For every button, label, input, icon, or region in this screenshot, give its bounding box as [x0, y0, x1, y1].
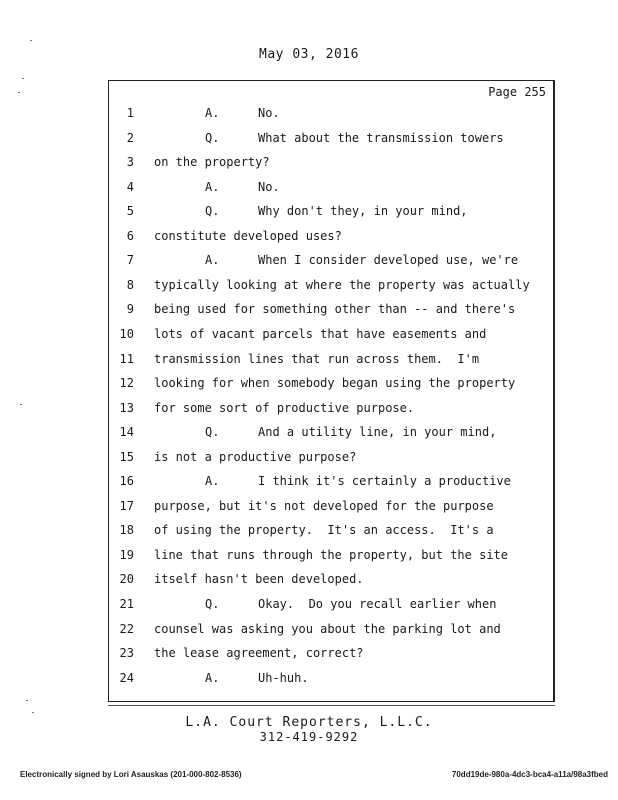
speaker-label: A. [205, 670, 220, 685]
transcript-line [0, 204, 618, 222]
line-text: constitute developed uses? [154, 228, 342, 243]
line-text: And a utility line, in your mind, [258, 425, 497, 440]
line-number: 13 [119, 400, 134, 415]
transcript-line [0, 106, 618, 124]
line-text: Okay. Do you recall earlier when [258, 597, 497, 611]
transcript-line [0, 401, 618, 419]
line-number: 23 [119, 646, 134, 661]
line-text: transmission lines that run across them. I'm [154, 351, 480, 366]
transcript-line [0, 450, 618, 468]
line-number: 8 [126, 277, 134, 292]
line-number: 18 [119, 523, 134, 538]
transcript-line [0, 523, 618, 541]
line-text: No. [258, 179, 280, 194]
transcript-line [0, 425, 618, 443]
speaker-label: Q. [205, 204, 220, 219]
scan-speck [26, 700, 28, 701]
line-text: What about the transmission towers [258, 130, 504, 145]
transcript-line [0, 278, 618, 296]
line-number: 16 [119, 474, 134, 489]
line-text: When I consider developed use, we're [258, 253, 519, 268]
line-number: 19 [119, 547, 134, 562]
transcript-line [0, 671, 618, 689]
line-text: looking for when somebody began using the property [154, 376, 516, 391]
speaker-label: Q. [205, 130, 220, 145]
transcript-line [0, 327, 618, 345]
line-number: 6 [126, 228, 134, 243]
line-number: 20 [119, 572, 134, 587]
page-border-shadow [108, 705, 555, 706]
line-number: 22 [119, 621, 134, 636]
line-number: 17 [119, 498, 134, 513]
speaker-label: A. [205, 474, 220, 489]
line-text: of using the property. It's an access. It's a [154, 523, 494, 538]
speaker-label: Q. [205, 597, 220, 611]
line-number: 3 [126, 155, 134, 170]
transcript-date: May 03, 2016 [259, 47, 359, 62]
court-reporter-phone: 312-419-9292 [259, 730, 359, 744]
line-number: 9 [126, 302, 134, 317]
line-text: is not a productive purpose? [154, 449, 357, 464]
transcript-line [0, 622, 618, 640]
line-number: 5 [126, 204, 134, 219]
transcript-line [0, 180, 618, 198]
line-number: 4 [126, 179, 134, 194]
line-text: purpose, but it's not developed for the purpose [154, 498, 494, 513]
line-text: I think it's certainly a productive [258, 474, 511, 489]
line-text: Uh-huh. [258, 670, 309, 685]
transcript-line [0, 302, 618, 320]
speaker-label: A. [205, 106, 220, 120]
line-text: the lease agreement, correct? [154, 646, 364, 661]
line-text: Why don't they, in your mind, [258, 204, 468, 219]
speaker-label: Q. [205, 425, 220, 440]
electronic-signature-note: Electronically signed by Lori Asauskas (201-000-802-8536) [20, 770, 242, 779]
transcript-line [0, 548, 618, 566]
scan-speck [30, 40, 32, 41]
document-hash: 70dd19de-980a-4dc3-bca4-a11a/98a3fbed [451, 770, 608, 779]
line-number: 14 [119, 425, 134, 440]
line-number: 24 [119, 670, 134, 685]
transcript-line [0, 499, 618, 517]
scan-speck [32, 712, 34, 713]
transcript-line [0, 229, 618, 247]
line-text: counsel was asking you about the parking lot and [154, 621, 501, 636]
transcript-line [0, 376, 618, 394]
scan-speck [22, 78, 24, 79]
transcript-line [0, 474, 618, 492]
court-reporter-name: L.A. Court Reporters, L.L.C. [185, 715, 433, 730]
speaker-label: A. [205, 179, 220, 194]
speaker-label: A. [205, 253, 220, 268]
line-text: for some sort of productive purpose. [154, 400, 415, 415]
scan-speck [18, 92, 20, 93]
line-number: 1 [126, 106, 134, 120]
transcript-line [0, 597, 618, 615]
line-number: 11 [119, 351, 134, 366]
transcript-line [0, 253, 618, 271]
transcript-line [0, 572, 618, 590]
line-text: line that runs through the property, but the site [154, 547, 509, 562]
line-text: No. [258, 106, 280, 120]
line-text: lots of vacant parcels that have easements and [154, 326, 487, 341]
transcript-line [0, 131, 618, 149]
line-text: being used for something other than -- and there's [154, 302, 516, 317]
line-number: 12 [119, 376, 134, 391]
line-number: 15 [119, 449, 134, 464]
line-text: on the property? [154, 155, 270, 170]
line-text: itself hasn't been developed. [154, 572, 364, 587]
line-text: typically looking at where the property was actually [154, 277, 530, 292]
line-number: 21 [119, 597, 134, 611]
line-number: 2 [126, 130, 134, 145]
page-number: Page 255 [488, 85, 546, 99]
transcript-line [0, 352, 618, 370]
transcript-line [0, 155, 618, 173]
scan-speck [20, 404, 22, 405]
line-number: 7 [126, 253, 134, 268]
transcript-line [0, 646, 618, 664]
line-number: 10 [119, 326, 134, 341]
